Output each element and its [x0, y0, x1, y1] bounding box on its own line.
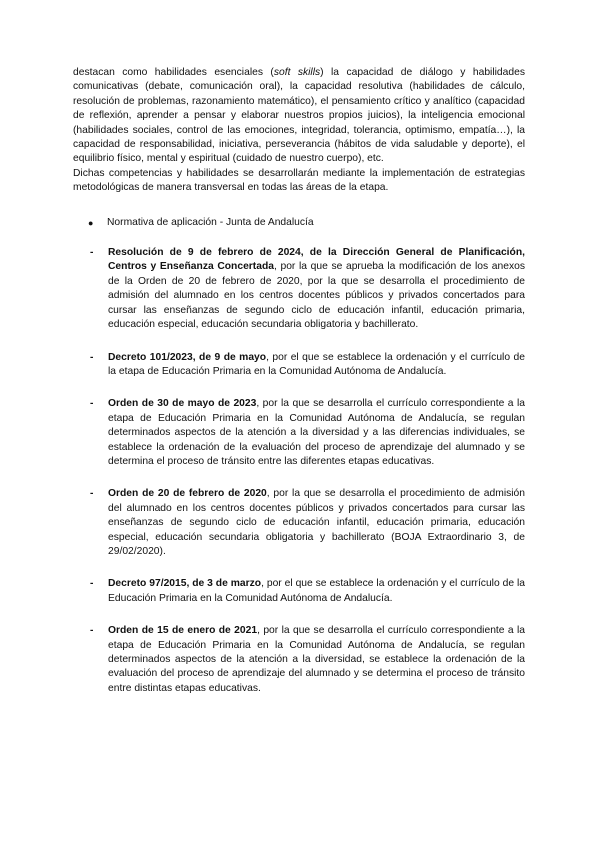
regulation-item: [73, 624, 525, 696]
regulation-title: Orden de 15 de enero de 2021: [108, 625, 258, 637]
soft-skills-term: soft skills: [273, 67, 321, 78]
regulation-title: Decreto 101/2023, de 9 de mayo: [108, 351, 267, 363]
intro-text-rest: ) la capacidad de diálogo y habilidades comunicativas (debate, comunicación oral), la capacidad resolutiva (habilidades de cálculo, resolución de problemas, razonamiento matemático), el pensamiento crítico y analítico (capacidad de reflexión, aprender a pensar y elaborar nuestros propios juicios), la inteligencia emocional (habilidades sociales, control de las emociones, integridad, tolerancia, optimismo, empatía…), la capacidad de responsabilidad, iniciativa, perseverancia (hábitos de vida saludable y deporte), el equilibrio físico, mental y espiritual (cuidado de nuestro cuerpo), etc.: [73, 67, 525, 165]
regulation-title: Orden de 30 de mayo de 2023: [108, 398, 257, 410]
intro-text-start: destacan como habilidades esenciales (: [73, 67, 274, 78]
dash-marker: -: [90, 351, 94, 363]
regulation-title: Decreto 97/2015, de 3 de marzo: [108, 578, 262, 590]
regulation-description: , por la que se desarrolla el currículo correspondiente a la etapa de Educación Primaria en la Comunidad Autónoma de Andalucía, se regulan determinados aspectos de la atención a la diversidad y a las diferencias individuales, se establece la ordenación de la evaluación del proceso de aprendizaje del alumnado y se determina el proceso de tránsito entre las diferentes etapas educativas.: [108, 398, 526, 467]
regulation-item: [73, 487, 525, 559]
normativa-heading-text: Normativa de aplicación - Junta de Andalucía: [107, 216, 314, 228]
regulation-item: [73, 577, 525, 606]
dash-marker: -: [90, 625, 94, 637]
regulation-item: [73, 351, 525, 380]
dash-marker: -: [90, 247, 94, 259]
bullet-icon: ●: [88, 217, 94, 228]
regulation-list: [73, 246, 525, 696]
intro-paragraph-skills: [73, 66, 525, 167]
regulation-item: [73, 246, 525, 332]
dash-marker: -: [90, 488, 94, 500]
regulation-item: [73, 397, 525, 469]
dash-marker: -: [90, 578, 94, 590]
regulation-title: Orden de 20 de febrero de 2020: [108, 488, 267, 500]
regulation-description: , por el que se establece la ordenación y el currículo de la Educación Primaria en la Comunidad Autónoma de Andalucía.: [108, 578, 525, 604]
regulation-description: , por el que se establece la ordenación y el currículo de la etapa de Educación Primaria en la Comunidad Autónoma de Andalucía.: [108, 351, 525, 377]
dash-marker: -: [90, 398, 94, 410]
regulation-description: , por la que se desarrolla el procedimiento de admisión del alumnado en los centros docentes públicos y privados concertados para cursar las enseñanzas de segundo ciclo de educación infantil, educación primaria, educación especial, educación secundaria obligatoria y bachillerato (BOJA Extraordinario 3, de 29/02/2020).: [108, 488, 525, 557]
intro-paragraph-methodology: Dichas competencias y habilidades se desarrollarán mediante la implementación de estrategias metodológicas de manera transversal en todas las áreas de la etapa.: [73, 167, 525, 194]
regulation-description: , por la que se aprueba la modificación de los anexos de la Orden de 20 de febrero de 2020, por la que se desarrolla el procedimiento de admisión del alumnado en los centros docentes públicos y privados concertados para cursar las enseñanzas de segundo ciclo de educación infantil, educación primaria, educación especial, educación secundaria obligatoria y bachillerato.: [108, 261, 525, 331]
page-content: [73, 66, 525, 714]
regulation-title: Resolución de 9 de febrero de 2024, de la Dirección General de Planificación, Centros y Enseñanza Concertada: [108, 247, 525, 273]
normativa-heading: [73, 216, 525, 230]
regulation-description: , por la que se desarrolla el currículo correspondiente a la etapa de Educación Primaria en la Comunidad Autónoma de Andalucía, se regulan determinados aspectos de la atención a la diversidad, se establece la ordenación de la evaluación del proceso de aprendizaje del alumnado y se determina el proceso de tránsito entre distintas etapas educativas.: [108, 625, 526, 694]
